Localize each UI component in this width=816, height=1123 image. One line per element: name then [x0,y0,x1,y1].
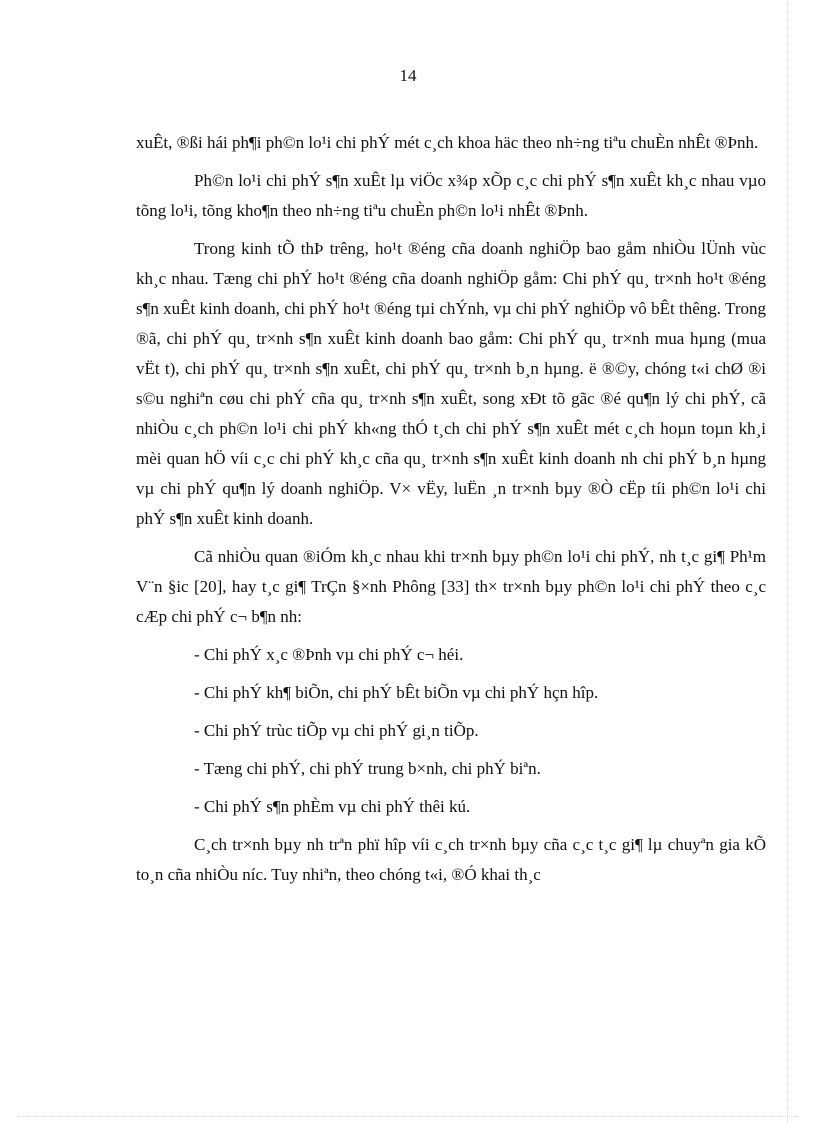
paragraph-2: Ph©n lo¹i chi phÝ s¶n xuÊt lµ viÖc x¾p xÕp c¸c chi phÝ s¶n xuÊt kh¸c nhau vµo tõng lo¹i, tõng kho¶n theo nh÷ng tiªu chuÈn ph©n lo¹i nhÊt ®Þnh. [136,171,766,220]
list-item-2: - Chi phÝ kh¶ biÕn, chi phÝ bÊt biÕn vµ chi phÝ hçn hîp. [194,683,599,702]
list-item-1: - Chi phÝ x¸c ®Þnh vµ chi phÝ c¬ héi. [194,645,464,664]
paragraph-1: xuÊt, ®ßi hái ph¶i ph©n lo¹i chi phÝ mét c¸ch khoa häc theo nh÷ng tiªu chuÈn nhÊt ®Þnh. [136,133,759,152]
paragraph-4: Cã nhiÒu quan ®iÓm kh¸c nhau khi tr×nh bµy ph©n lo¹i chi phÝ, nh t¸c gi¶ Ph¹m V¨n §ic [20], hay t¸c gi¶ TrÇn §×nh Phông [33] th× tr×nh bµy ph©n lo¹i chi phÝ theo c¸c cÆp chi phÝ c¬ b¶n nh: [136,547,766,626]
page-edge-divider [786,0,788,1123]
page-bottom-divider [18,1116,798,1117]
list-item-3: - Chi phÝ trùc tiÕp vµ chi phÝ gi¸n tiÕp. [194,721,479,740]
list-item-4: - Tæng chi phÝ, chi phÝ trung b×nh, chi phÝ biªn. [194,759,541,778]
document-body [136,128,766,898]
list-item-5: - Chi phÝ s¶n phÈm vµ chi phÝ thêi kú. [194,797,471,816]
closing-paragraph: C¸ch tr×nh bµy nh trªn phï hîp víi c¸ch tr×nh bµy cña c¸c t¸c gi¶ lµ chuyªn gia kÕ to¸n cña nhiÒu níc. Tuy nhiªn, theo chóng t«i, ®Ó khai th¸c [136,835,766,884]
paragraph-3: Trong kinh tÕ thÞ trêng, ho¹t ®éng cña doanh nghiÖp bao gåm nhiÒu lÜnh vùc kh¸c nhau. Tæng chi phÝ ho¹t ®éng cña doanh nghiÖp gåm: Chi phÝ qu¸ tr×nh ho¹t ®éng s¶n xuÊt kinh doanh, chi phÝ ho¹t ®éng tµi chÝnh, vµ chi phÝ nghiÖp vô bÊt thêng. Trong ®ã, chi phÝ qu¸ tr×nh s¶n xuÊt kinh doanh bao gåm: Chi phÝ qu¸ tr×nh mua hµng (mua vËt t), chi phÝ qu¸ tr×nh s¶n xuÊt, chi phÝ qu¸ tr×nh b¸n hµng. ë ®©y, chóng t«i chØ ®i s©u nghiªn cøu chi phÝ cña qu¸ tr×nh s¶n xuÊt, song xÐt tõ gãc ®é qu¶n lý chi phÝ, cã nhiÒu c¸ch ph©n lo¹i chi phÝ kh«ng thÓ t¸ch chi phÝ s¶n xuÊt mét c¸ch hoµn toµn kh¸i mèi quan hÖ víi c¸c chi phÝ kh¸c cña qu¸ tr×nh s¶n xuÊt kinh doanh nh chi phÝ b¸n hµng vµ chi phÝ qu¶n lý doanh nghiÖp. V× vËy, luËn ¸n tr×nh bµy ®Ò cËp tíi ph©n lo¹i chi phÝ s¶n xuÊt kinh doanh. [136,239,766,528]
page-number: 14 [399,66,417,85]
